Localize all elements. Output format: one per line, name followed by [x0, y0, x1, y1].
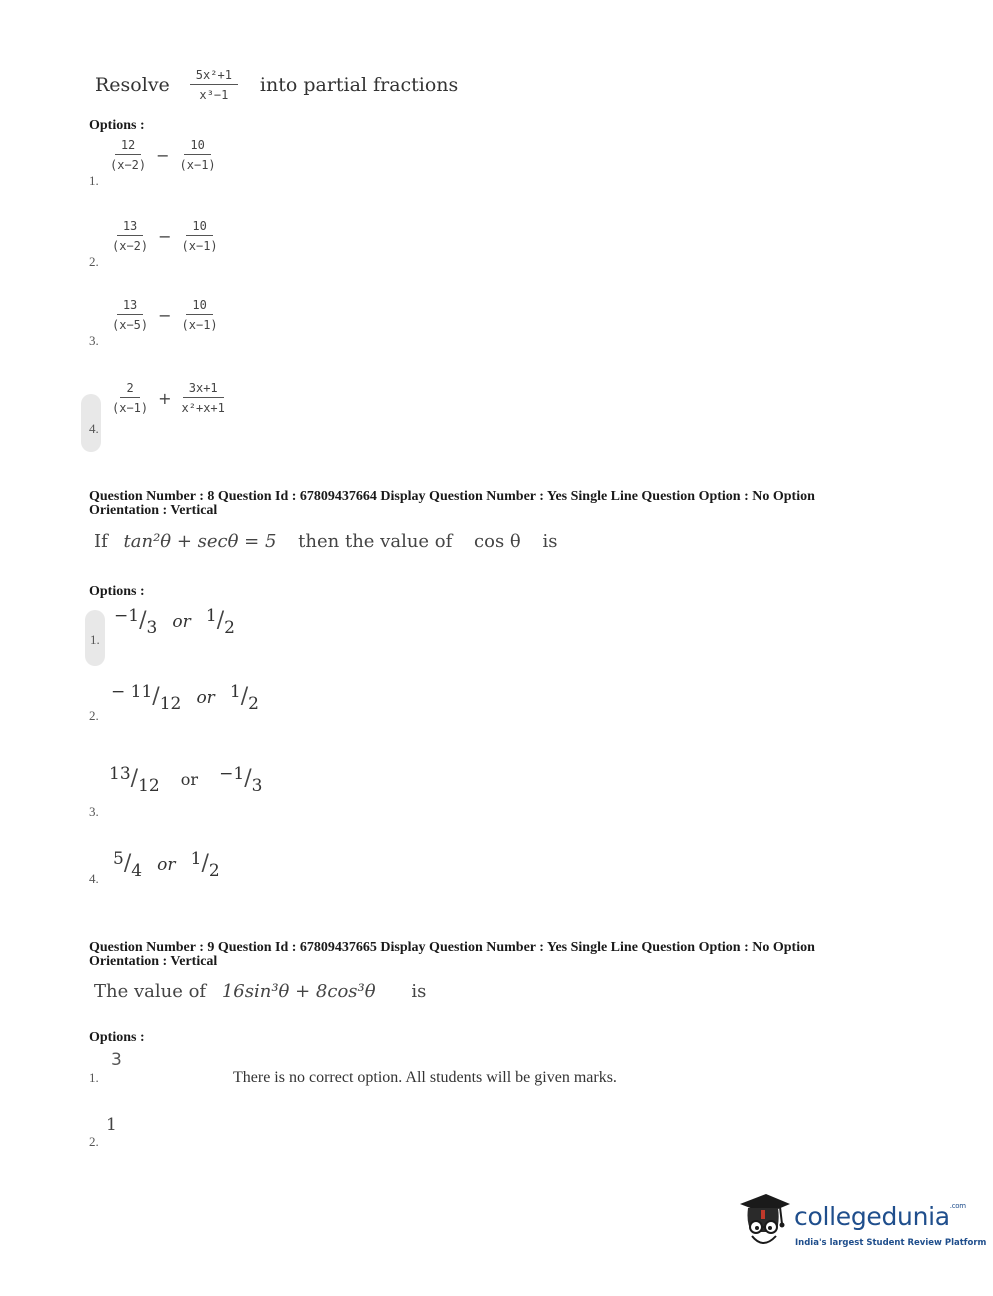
q9-expression: 16sin³θ + 8cos³θ	[221, 981, 376, 1002]
frac-bottom: 2	[208, 861, 220, 881]
logo-brand-name: collegedunia	[794, 1202, 950, 1231]
q8-option-2[interactable]	[111, 682, 259, 714]
collegedunia-logo[interactable]	[736, 1190, 987, 1254]
operator: −	[158, 305, 172, 325]
or-word: or	[180, 770, 199, 789]
q9-option-1-number: 1.	[89, 1070, 99, 1085]
option-fraction-b	[176, 298, 224, 332]
q7-option-1-number: 1.	[89, 173, 99, 188]
frac-bottom: 2	[248, 694, 259, 714]
frac-denominator: (x−2)	[110, 158, 147, 172]
frac-numerator: 3x+1	[183, 381, 224, 398]
mascot-icon	[736, 1190, 792, 1252]
q8-cos: cos θ	[474, 531, 521, 552]
frac-slash: /	[216, 608, 225, 633]
frac-top: 1	[229, 682, 241, 702]
q8-options-label: Options :	[89, 584, 145, 599]
q7-option-2-number: 2.	[89, 254, 99, 269]
operator: −	[156, 145, 170, 165]
q8-is: is	[542, 531, 558, 552]
operator: +	[158, 388, 172, 408]
q7-option-1[interactable]	[104, 138, 222, 172]
q7-fraction	[190, 68, 238, 102]
operator: −	[158, 226, 172, 246]
q8-expression: tan²θ + secθ = 5	[123, 531, 277, 552]
q8-header-line-2: Orientation : Vertical	[89, 503, 218, 518]
or-word: or	[157, 855, 176, 875]
frac-numerator: 2	[120, 381, 139, 398]
q9-option-2[interactable]: 1	[106, 1115, 117, 1135]
q8-option-1-number: 1.	[90, 632, 100, 647]
option-fraction-b	[174, 138, 222, 172]
q8-option-1[interactable]	[114, 606, 235, 638]
q9-note: There is no correct option. All students will be given marks.	[233, 1069, 617, 1086]
q9-option-1[interactable]: 3	[111, 1050, 122, 1070]
q8-question	[94, 531, 557, 552]
frac-top: 1	[190, 849, 202, 869]
frac-top: −1	[114, 606, 140, 626]
option-fraction-a	[106, 219, 154, 253]
q8-if: If	[94, 531, 108, 552]
q7-options-label: Options :	[89, 118, 145, 133]
frac-numerator: 10	[186, 298, 212, 315]
frac-denominator: x²+x+1	[181, 401, 225, 415]
q8-option-3[interactable]	[109, 764, 262, 796]
frac-slash: /	[130, 766, 139, 791]
logo-tagline: India's largest Student Review Platform	[795, 1238, 987, 1248]
q8-option-4[interactable]	[113, 849, 220, 881]
q7-frac-numerator: 5x²+1	[190, 68, 238, 85]
frac-bottom: 4	[131, 861, 143, 881]
q7-option-2[interactable]	[106, 219, 224, 253]
q7-option-4[interactable]	[106, 381, 231, 415]
q7-suffix: into partial fractions	[259, 74, 459, 96]
frac-denominator: (x−1)	[112, 401, 149, 415]
option-fraction-a	[106, 381, 154, 415]
frac-top: 13	[109, 764, 131, 784]
q9-question	[94, 981, 426, 1002]
or-word: or	[172, 612, 191, 632]
q9-header-line-1: Question Number : 9 Question Id : 67809437665 Display Question Number : Yes Single Line Question Option : No Option	[89, 940, 815, 955]
frac-numerator: 13	[117, 219, 143, 236]
frac-bottom: 12	[159, 694, 182, 714]
option-fraction-a	[106, 298, 154, 332]
frac-numerator: 10	[184, 138, 210, 155]
frac-denominator: (x−1)	[179, 158, 216, 172]
frac-top: 5	[113, 849, 124, 869]
frac-top: 1	[205, 606, 217, 626]
frac-slash: /	[152, 684, 160, 709]
frac-slash: /	[240, 684, 249, 709]
frac-denominator: (x−1)	[181, 318, 218, 332]
q9-options-label: Options :	[89, 1030, 145, 1045]
option-fraction-b	[176, 219, 224, 253]
frac-denominator: (x−2)	[112, 239, 149, 253]
q7-frac-denominator: x³−1	[199, 88, 229, 102]
frac-bottom: 3	[146, 618, 158, 638]
or-word: or	[196, 688, 215, 708]
q8-option-2-number: 2.	[89, 708, 99, 723]
q8-header-line-1: Question Number : 8 Question Id : 67809437664 Display Question Number : Yes Single Line Question Option : No Option	[89, 489, 815, 504]
q8-then: then the value of	[298, 531, 453, 552]
q8-option-3-number: 3.	[89, 804, 99, 819]
frac-top: − 11	[111, 682, 153, 702]
q7-question	[95, 68, 458, 102]
frac-slash: /	[244, 766, 252, 791]
frac-bottom: 3	[251, 776, 263, 796]
frac-slash: /	[201, 851, 209, 876]
logo-brand-suffix: .com	[949, 1202, 966, 1210]
frac-bottom: 2	[224, 618, 235, 638]
frac-denominator: (x−1)	[181, 239, 218, 253]
option-fraction-a	[104, 138, 152, 172]
q8-option-4-number: 4.	[89, 871, 99, 886]
q7-option-3[interactable]	[106, 298, 224, 332]
frac-denominator: (x−5)	[112, 318, 149, 332]
frac-numerator: 10	[186, 219, 212, 236]
q7-prefix: Resolve	[95, 74, 170, 96]
frac-slash: /	[123, 851, 132, 876]
q7-option-3-number: 3.	[89, 333, 99, 348]
frac-top: −1	[219, 764, 245, 784]
q9-is: is	[411, 981, 427, 1002]
logo-brand	[794, 1202, 966, 1231]
q9-prefix: The value of	[94, 981, 207, 1002]
q9-header-line-2: Orientation : Vertical	[89, 954, 218, 969]
frac-numerator: 13	[117, 298, 143, 315]
q9-option-2-number: 2.	[89, 1134, 99, 1149]
frac-numerator: 12	[115, 138, 141, 155]
option-fraction-b	[176, 381, 231, 415]
frac-bottom: 12	[138, 776, 160, 796]
frac-slash: /	[139, 608, 147, 633]
q7-option-4-number: 4.	[89, 421, 99, 436]
